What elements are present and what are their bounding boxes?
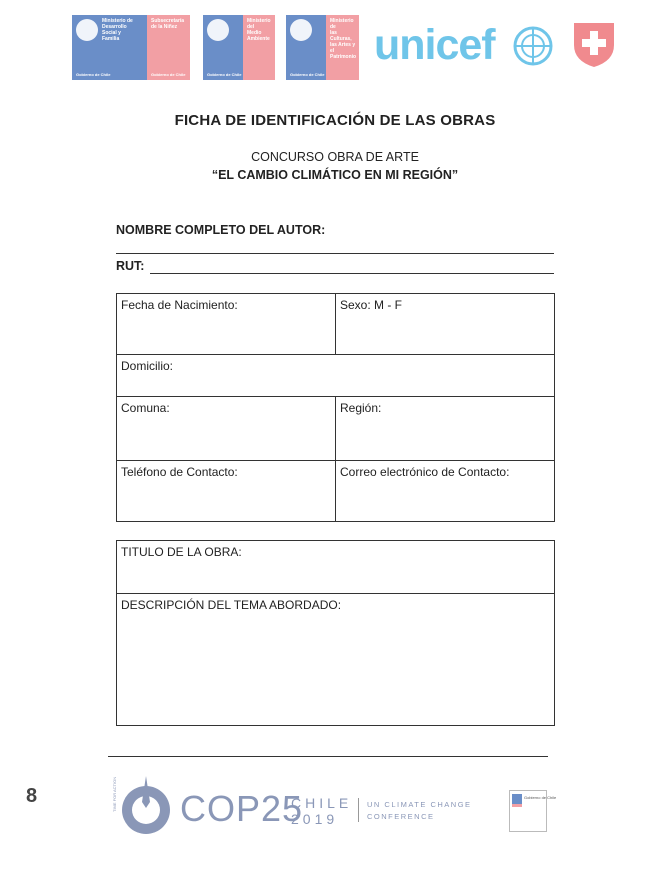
sex-label: Sexo: M - F xyxy=(340,298,403,312)
gov-footer-text: Gobierno de Chile xyxy=(76,72,111,77)
ministry-environment-logo xyxy=(203,15,275,80)
phone-cell[interactable] xyxy=(117,461,336,522)
ministry-name: Ministerio del Medio Ambiente xyxy=(247,18,271,42)
ministry-name: Ministerio de Desarrollo Social y Familia xyxy=(102,18,133,42)
ministry-culture-logo xyxy=(286,15,359,80)
work-title-label: TITULO DE LA OBRA: xyxy=(121,545,242,559)
conference-text xyxy=(367,799,472,823)
sex-cell[interactable] xyxy=(336,294,555,355)
address-label: Domicilio: xyxy=(121,359,174,373)
contest-name: CONCURSO OBRA DE ARTE xyxy=(251,150,419,164)
ministry-social-development-logo xyxy=(72,15,190,80)
footer-divider xyxy=(108,756,548,757)
work-title-cell[interactable] xyxy=(117,541,555,594)
gov-footer-text: Gobierno de Chile xyxy=(151,72,186,77)
birth-date-cell[interactable] xyxy=(117,294,336,355)
commune-cell[interactable] xyxy=(117,397,336,461)
chile-seal-icon xyxy=(290,19,312,41)
ministry-name: Ministerio de las Culturas, las Artes y el Patrimonio xyxy=(330,18,357,60)
email-label: Correo electrónico de Contacto: xyxy=(340,465,510,479)
conference-line-1: UN CLIMATE CHANGE xyxy=(367,800,472,809)
header-logos xyxy=(72,15,620,81)
unicef-globe-icon xyxy=(512,25,554,67)
email-cell[interactable] xyxy=(336,461,555,522)
footer-separator xyxy=(358,798,359,822)
page-number: 8 xyxy=(26,785,38,807)
phone-label: Teléfono de Contacto: xyxy=(121,465,238,479)
chile-text: CHILE xyxy=(291,795,353,811)
rut-label: RUT: xyxy=(116,259,145,273)
rut-field[interactable] xyxy=(150,273,554,274)
unicef-logo: unicef xyxy=(374,21,495,69)
address-cell[interactable] xyxy=(117,355,555,397)
author-name-field[interactable] xyxy=(116,253,554,254)
gov-chile-text: Gobierno de Chile xyxy=(524,795,557,800)
chile-seal-icon xyxy=(76,19,98,41)
cop25-chile-year xyxy=(291,795,352,827)
time-for-action-text: TIME FOR ACTION xyxy=(112,776,117,812)
gov-footer-text: Gobierno de Chile xyxy=(207,72,242,77)
description-label: DESCRIPCIÓN DEL TEMA ABORDADO: xyxy=(121,598,342,612)
commune-label: Comuna: xyxy=(121,401,170,415)
gobierno-de-chile-logo xyxy=(509,790,557,832)
gov-footer-text: Gobierno de Chile xyxy=(290,72,325,77)
swiss-cross-icon xyxy=(572,19,616,69)
work-info-table xyxy=(116,540,555,726)
conference-line-2: CONFERENCE xyxy=(367,812,435,821)
author-name-label: NOMBRE COMPLETO DEL AUTOR: xyxy=(116,223,326,237)
chile-seal-icon xyxy=(207,19,229,41)
contest-theme: “EL CAMBIO CLIMÁTICO EN MI REGIÓN” xyxy=(211,168,459,182)
subsecretary-name: Subsecretaría de la Niñez xyxy=(151,18,185,30)
cop25-emblem-icon xyxy=(112,772,176,838)
region-cell[interactable] xyxy=(336,397,555,461)
year-text: 2019 xyxy=(291,811,339,827)
form-title: FICHA DE IDENTIFICACIÓN DE LAS OBRAS xyxy=(174,112,496,129)
birth-date-label: Fecha de Nacimiento: xyxy=(121,298,238,312)
description-cell[interactable] xyxy=(117,594,555,726)
cop25-text: COP25 xyxy=(180,788,304,829)
personal-info-table xyxy=(116,293,555,522)
region-label: Región: xyxy=(340,401,382,415)
